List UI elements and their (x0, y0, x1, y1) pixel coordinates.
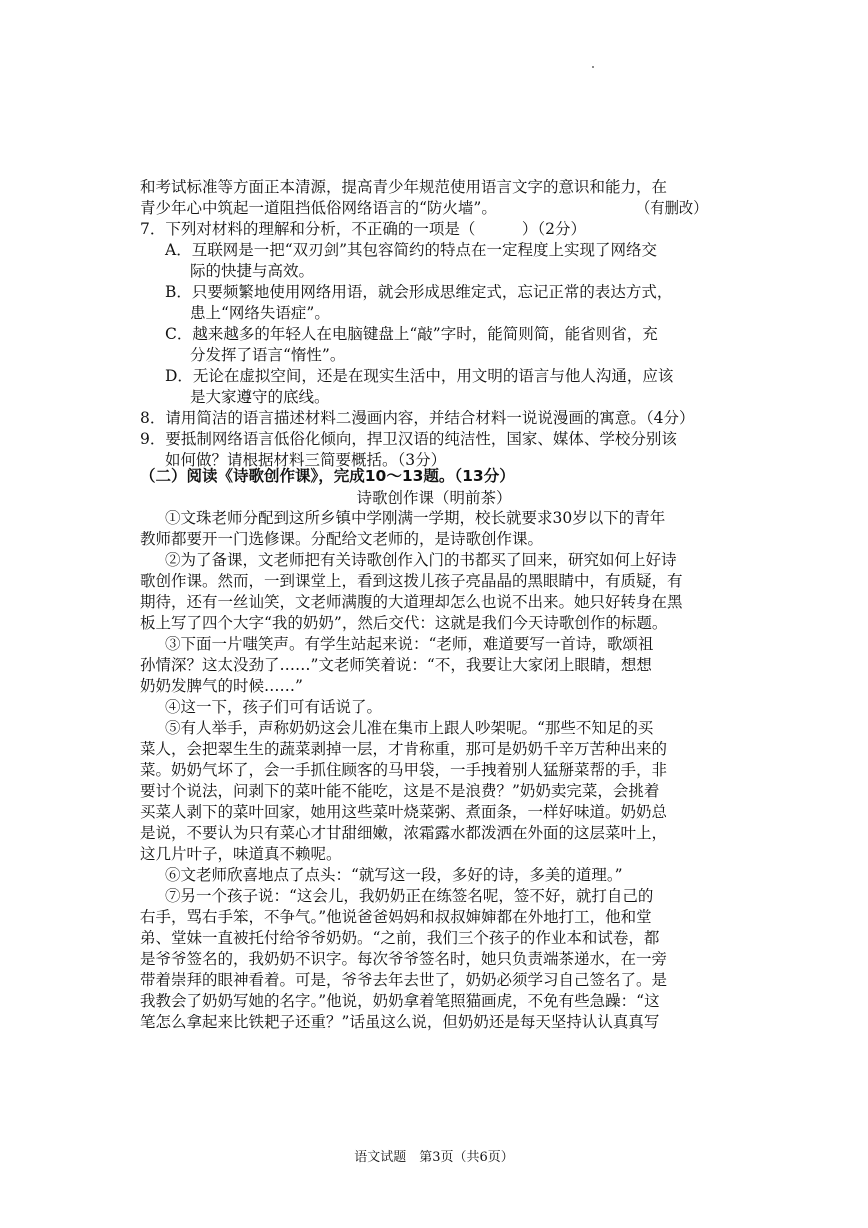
paragraph-2-line-4: 板上写了四个大字“我的奶奶”，然后交代：这就是我们今天诗歌创作的标题。 (140, 614, 668, 632)
paragraph-5-line-6: 是说，不要认为只有菜心才甘甜细嫩，浓霜露水都泼洒在外面的这层菜叶上， (140, 824, 668, 842)
option-d-line-2: 是大家遵守的底线。 (190, 388, 330, 406)
scan-speck (592, 66, 594, 68)
story-title: 诗歌创作课（明前茶） (356, 489, 512, 507)
question-8: 8．请用简洁的语言描述材料二漫画内容，并结合材料一说说漫画的寓意。（4分） (140, 409, 695, 427)
paragraph-3-line-1: ③下面一片嗤笑声。有学生站起来说：“老师，难道要写一首诗，歌颂祖 (165, 635, 654, 653)
option-a-line-1: A．互联网是一把“双刃剑”其包容简约的特点在一定程度上实现了网络交 (165, 241, 658, 259)
paragraph-7-line-5: 带着崇拜的眼神看着。可是，爷爷去年去世了，奶奶必须学习自己签名了。是 (140, 971, 668, 989)
paragraph-3-line-2: 孙情深？这太没劲了……”文老师笑着说：“不，我要让大家闭上眼睛，想想 (140, 656, 652, 674)
question-9-line-2: 如何做？请根据材料三简要概括。（3分） (165, 451, 447, 469)
continuation-line-2: 青少年心中筑起一道阻挡低俗网络语言的“防火墙”。 (140, 199, 497, 217)
paragraph-2-line-2: 歌创作课。然而，一到课堂上，看到这拨儿孩子亮晶晶的黑眼睛中，有质疑，有 (140, 572, 683, 590)
paragraph-5-line-2: 菜人，会把翠生生的蔬菜剥掉一层，才肯称重，那可是奶奶千辛万苦种出来的 (140, 740, 668, 758)
paragraph-4-line-1: ④这一下，孩子们可有话说了。 (165, 698, 383, 716)
paragraph-7-line-4: 是爷爷签名的，我奶奶不识字。每次爷爷签名时，她只负责端茶递水，在一旁 (140, 950, 668, 968)
option-b-line-2: 患上“网络失语症”。 (190, 304, 330, 322)
source-note: （有删改） (636, 199, 708, 217)
option-d-line-1: D．无论在虚拟空间，还是在现实生活中，用文明的语言与他人沟通，应该 (165, 367, 674, 385)
section-heading: （二）阅读《诗歌创作课》，完成10～13题。（13分） (140, 467, 515, 485)
paragraph-7-line-6: 我教会了奶奶写她的名字。”他说，奶奶拿着笔照猫画虎，不免有些急躁：“这 (140, 992, 660, 1010)
page-footer: 语文试题 第3页（共6页） (354, 1150, 514, 1165)
paragraph-5-line-1: ⑤有人举手，声称奶奶这会儿准在集市上跟人吵架呢。“那些不知足的买 (165, 719, 654, 737)
continuation-line-1: 和考试标准等方面正本清源，提高青少年规范使用语言文字的意识和能力，在 (140, 178, 668, 196)
paragraph-1-line-2: 教师都要开一门选修课。分配给文老师的，是诗歌创作课。 (140, 530, 544, 548)
paragraph-2-line-3: 期待，还有一丝讪笑，文老师满腹的大道理却怎么也说不出来。她只好转身在黑 (140, 593, 683, 611)
paragraph-5-line-3: 菜。奶奶气坏了，会一手抓住顾客的马甲袋，一手拽着别人猛掰菜帮的手，非 (140, 761, 668, 779)
paragraph-7-line-3: 弟、堂妹一直被托付给爷爷奶奶。“之前，我们三个孩子的作业本和试卷，都 (140, 929, 660, 947)
paragraph-6-line-1: ⑥文老师欣喜地点了点头：“就写这一段，多好的诗，多美的道理。” (165, 866, 623, 884)
option-a-line-2: 际的快捷与高效。 (190, 262, 315, 280)
question-9-line-1: 9．要抵制网络语言低俗化倾向，捍卫汉语的纯洁性，国家、媒体、学校分别该 (140, 430, 677, 448)
paragraph-5-line-7: 这几片叶子，味道真不赖呢。 (140, 845, 342, 863)
paragraph-5-line-5: 买菜人剥下的菜叶回家，她用这些菜叶烧菜粥、煮面条，一样好味道。奶奶总 (140, 803, 668, 821)
option-c-line-2: 分发挥了语言“惰性”。 (190, 346, 346, 364)
option-c-line-1: C．越来越多的年轻人在电脑键盘上“敲”字时，能简则简，能省则省，充 (165, 325, 658, 343)
paragraph-7-line-1: ⑦另一个孩子说：“这会儿，我奶奶正在练签名呢，签不好，就打自己的 (165, 887, 654, 905)
paragraph-3-line-3: 奶奶发脾气的时候……” (140, 677, 303, 695)
paragraph-7-line-7: 笔怎么拿起来比铁耙子还重？”话虽这么说，但奶奶还是每天坚持认认真真写 (140, 1013, 660, 1031)
option-b-line-1: B．只要频繁地使用网络用语，就会形成思维定式，忘记正常的表达方式， (165, 283, 673, 301)
paragraph-7-line-2: 右手，骂右手笨，不争气。”他说爸爸妈妈和叔叔婶婶都在外地打工，他和堂 (140, 908, 652, 926)
paragraph-2-line-1: ②为了备课，文老师把有关诗歌创作入门的书都买了回来，研究如何上好诗 (165, 551, 677, 569)
question-7-stem: 7．下列对材料的理解和分析，不正确的一项是（ ）（2分） (140, 220, 586, 238)
paragraph-1-line-1: ①文珠老师分配到这所乡镇中学刚满一学期，校长就要求30岁以下的青年 (165, 509, 666, 527)
paragraph-5-line-4: 要讨个说法，问剥下的菜叶能不能吃，这是不是浪费？”奶奶卖完菜，会挑着 (140, 782, 660, 800)
